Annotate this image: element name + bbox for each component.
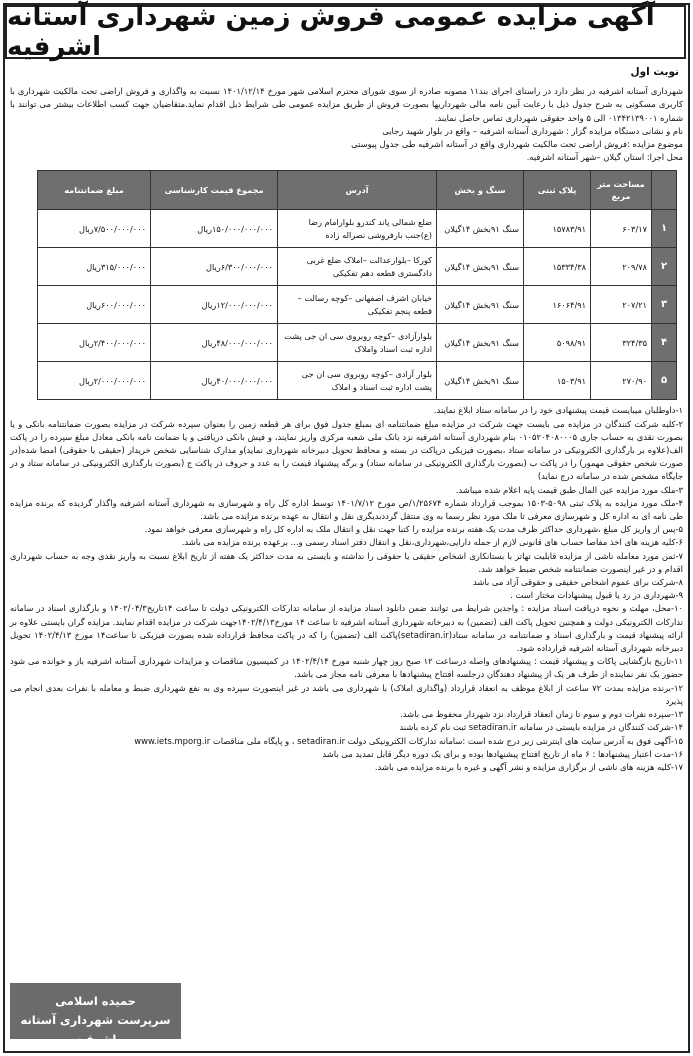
- cell-guarantee: ۲/۴۰۰/۰۰۰/۰۰۰ریال: [38, 324, 151, 362]
- table-row: [38, 362, 677, 400]
- header-index: [652, 171, 677, 210]
- table-body: [38, 210, 677, 400]
- cell-plate: ۱۵۰۳/۹۱: [524, 362, 591, 400]
- rule-item: ۲-کلیه شرکت کنندگان در مزایده می بایست جهت شرکت در مزایده مبلغ ضمانتنامه ای بمبلغ جدول فوق برای هر قطعه زمین را بعنوان سپرده شرکت در مزایده بصورت ضمانتنامه بانکی و یا بصورت نقدی به حساب جاری ۰۱۰۵۲۰۴۰۸۰۰۰۵ بنام شهرداری آستانه اشرفیه نزد بانک ملی شعبه مرکزی واریز نمایند، و فیش بانکی دریافتی و یا ضمانت نامه بانکی معادل مبلغ سپرده را در پاکت الف(علاوه بر بارگذاری الکترونیکی در سامانه ستاد ،بصورت فیزیکی درپاکت در بسته و محافظ تحویل دبیرخانه شهرداری نماید)و مدارک شناسایی شخص خریدار (حقیقی یا حقوقی) امضا شده(در صورت شخص حقوقی مهمور) را در پاکت ب (بصورت بارگذاری الکترونیکی در سامانه ستاد) و برگه پیشنهاد قیمت را به عدد و حروف در پاکت ج (بصورت بارگذاری الکترونیکی در سامانه ستاد و در جایگاه مشخص شده در سامانه درج نماید): [10, 418, 683, 482]
- rule-item: ۴-ملک مورد مزایده به پلاک ثبتی ۵۰۹۸-۱۵۰۳ بموجب قرارداد شماره ۱/۲۵۶۷۴/ص مورخ ۱۴۰۱/۷/۱۲ توسط اداره کل راه و شهرسازی به شهرداری آستانه اشرفیه واگذار گردیده که برنده مزایده طی نامه ای به اداره کل و شهرسازی معرفی تا ملک مورد نظر رسما به وی منتقل گرددبدیگری نقل و انتقال به عهده برنده مزایده می باشد.: [10, 497, 683, 522]
- header-plate: پلاک ثبتی: [524, 171, 591, 210]
- cell-area: ۲۰۹/۷۸: [591, 248, 652, 286]
- rule-item: ۱۰-محل، مهلت و نحوه دریافت اسناد مزایده : واجدین شرایط می توانند ضمن دانلود اسناد مزایده از سامانه تدارکات الکترونیکی دولت تا ساعت ۱۴تاریخ۱۴۰۲/۰۴/۳ و بارگذاری اسناد در سامانه تدارکات الکترونیکی دولت و همچنین تحویل پاکت الف (تضمین) به دبیرخانه شهرداری آستانه اشرفیه تا ساعت ۱۴ مورخ۱۴۰۲/۴/۱۳جهت شرکت در مزایده اقدام نمایند. مزایده گران بایستی علاوه بر ارائه پیشنهاد قیمت و بارگذاری اسناد و ضمانتنامه در سامانه ستاد(setadiran.ir)پاکت الف (تضمین) را که در پاکت محافظ قرارداده شده بصورت فیزیکی تا ساعت۱۴ مورخ ۱۴۰۲/۴/۱۳ تحویل دبیرخانه شهرداری آستانه اشرفیه قرارداده شود.: [10, 603, 683, 654]
- cell-index: ۱: [652, 210, 677, 248]
- header-guarantee: مبلغ ضمانتنامه: [38, 171, 151, 210]
- rule-item: ۱۶-مدت اعتبار پیشنهادها : ۶ ماه از تاریخ افتتاح پیشنهادها بوده و برای یک دوره دیگر قابل تمدید می باشد: [322, 748, 683, 759]
- rule-item: ۱۷-کلیه هزینه های ناشی از برگزاری مزایده و نشر آگهی و غیره با برنده مزایده می باشد.: [374, 761, 683, 772]
- rule-item: ۵-پس از واریز کل مبلغ ،شهرداری حداکثر ظرف مدت یک هفته برنده مزایده را کتبا جهت نقل و انتقال ملک به اداره کل راه و شهرسازی معرفی خواهد نمود.: [144, 524, 683, 535]
- subject-line: موضوع مزایده :فروش اراضی تحت مالکیت شهرداری واقع در آستانه اشرفیه طی جدول پیوستی: [351, 139, 683, 150]
- table-row: [38, 248, 677, 286]
- announcement-body: [10, 62, 683, 774]
- cell-index: ۵: [652, 362, 677, 400]
- signature-box: [10, 983, 181, 1046]
- cell-index: ۳: [652, 286, 677, 324]
- cell-plate: ۱۵۳۳۴/۳۸: [524, 248, 591, 286]
- header-expert-price: مجموع قیمت کارشناسی: [151, 171, 278, 210]
- rule-item: ۹-شهرداری در رد یا قبول پیشنهادات مختار است .: [510, 590, 683, 601]
- signature-role: سرپرست شهرداری آستانه اشرفیه: [20, 1013, 171, 1046]
- intro-paragraph: شهرداری آستانه اشرفیه در نظر دارد در راستای اجرای بند۱۱ مصوبه صادره از سوی شورای محترم اسلامی شهر مورخ ۱۴۰۱/۱۲/۱۴ نسبت به واگذاری و فروش اراضی تحت مالکیت شهرداری با کاربری مسکونی به شرح جدول ذیل با رعایت آیین نامه مالی شهرداریها بصورت فروش از طریق مزایده عمومی طی شرایط ذیل اقدام نماید.متقاضیان جهت کسب اطلاعات بیشتر می توانند با شماره ۰۱۳۴۲۱۳۹۰۰۱ الی ۵ واحد حقوقی شهرداری تماس حاصل نمایند.: [10, 86, 683, 123]
- cell-expert: ۴۰/۰۰۰/۰۰۰/۰۰۰ریال: [151, 362, 278, 400]
- cell-plate: ۵۰۹۸/۹۱: [524, 324, 591, 362]
- cell-section: سنگ ۹۱بخش ۱۴گیلان: [437, 248, 524, 286]
- cell-index: ۴: [652, 324, 677, 362]
- rule-item: ۱۳-سپرده نفرات دوم و سوم تا زمان انعقاد قرارداد نزد شهردار محفوظ می باشد.: [400, 709, 683, 720]
- cell-section: سنگ ۹۱بخش ۱۴گیلان: [437, 362, 524, 400]
- signature-name: حمیده اسلامی: [55, 994, 136, 1008]
- table-row: [38, 286, 677, 324]
- location-line: محل اجرا: استان گیلان –شهر آستانه اشرفیه.: [526, 152, 683, 163]
- auctioneer-line: نام و نشانی دستگاه مزایده گزار : شهرداری آستانه اشرفیه – واقع در بلوار شهید رجایی: [382, 125, 683, 136]
- header-area: مساحت متر مربع: [591, 171, 652, 210]
- rule-item: ۱۵-آگهی فوق به آدرس سایت های اینترنتی زیر درج شده است :سامانه تدارکات الکترونیکی دولت setadiran.ir ، و پایگاه ملی مناقصات www.iets.mporg.ir: [134, 735, 683, 746]
- cell-plate: ۱۵۷۸۳/۹۱: [524, 210, 591, 248]
- cell-guarantee: ۳۱۵/۰۰۰/۰۰۰ریال: [38, 248, 151, 286]
- cell-address: خیابان اشرف اصفهانی –کوچه رسالت –قطعه پنجم تفکیکی: [278, 286, 437, 324]
- table-header-row: [38, 171, 677, 210]
- rule-item: ۱۴-شرکت کنندگان در مزایده بایستی در سامانه setadiran.ir ثبت نام کرده باشند: [399, 722, 683, 733]
- cell-index: ۲: [652, 248, 677, 286]
- rule-item: ۳-ملک مورد مزایده عین المال طبق قیمت پایه اعلام شده میباشد.: [455, 484, 683, 495]
- header-section: سنگ و بخش: [437, 171, 524, 210]
- round-label: نوبت اول: [630, 66, 679, 78]
- rule-item: ۷-ثمن مورد معامله ناشی از مزایده قابلیت تهاتر با بستانکاری اشخاص حقیقی یا حقوقی را نداشته و بایستی به مدت حداکثر یک هفته از تاریخ ابلاغ نسبت به واریز نقدی وجه به حساب شهرداری اقدام و در غیر اینصورت ضمانتنامه شخص ضبط خواهد شد.: [10, 550, 683, 574]
- cell-area: ۶۰۳/۱۷: [591, 210, 652, 248]
- rule-item: ۱-داوطلبان میبایست قیمت پیشنهادی خود را در سامانه ستاد ابلاغ نمایند.: [433, 405, 683, 416]
- page-title: آگهی مزایده عمومی فروش زمین شهرداری آستانه اشرفیه: [7, 2, 655, 62]
- cell-area: ۳۲۴/۳۵: [591, 324, 652, 362]
- cell-address: کورکا –بلوارعدالت –املاک ضلع غربی دادگستری قطعه دهم تفکیکی: [278, 248, 437, 286]
- cell-guarantee: ۷/۵۰۰/۰۰۰/۰۰۰ریال: [38, 210, 151, 248]
- cell-section: سنگ ۹۱بخش ۱۴گیلان: [437, 286, 524, 324]
- cell-expert: ۴۸/۰۰۰/۰۰۰/۰۰۰ریال: [151, 324, 278, 362]
- cell-expert: ۱۵۰/۰۰۰/۰۰۰/۰۰۰ریال: [151, 210, 278, 248]
- cell-address: بلوار آزادی –کوچه روبروی سی ان جی پشت اداره ثبت اسناد و املاک: [278, 362, 437, 400]
- cell-guarantee: ۶۰۰/۰۰۰/۰۰۰ریال: [38, 286, 151, 324]
- table-row: [38, 324, 677, 362]
- rule-item: ۱۲-برنده مزایده بمدت ۷۲ ساعت از ابلاغ موظف به انعقاد قرارداد (واگذاری املاک) با شهرداری می باشد در غیر اینصورت سپرده وی به نفع شهرداری ضبط و معامله با نفرات بعدی انجام می پذیرد: [10, 682, 684, 706]
- cell-expert: ۱۲/۰۰۰/۰۰۰/۰۰۰ریال: [151, 286, 278, 324]
- cell-address: ضلع شمالی پاند کندرو بلوارامام رضا (ع)جنب بارفروشی نصراله زاده: [278, 210, 437, 248]
- cell-section: سنگ ۹۱بخش ۱۴گیلان: [437, 210, 524, 248]
- cell-plate: ۱۶۰۶۴/۹۱: [524, 286, 591, 324]
- title-box: [5, 2, 686, 62]
- cell-address: بلوارآزادی –کوچه روبروی سی ان جی پشت اداره ثبت اسناد واملاک: [278, 324, 437, 362]
- cell-area: ۲۷۰/۹۰: [591, 362, 652, 400]
- rule-item: ۶-کلیه هزینه های اخذ مفاصا حساب های قانونی لازم از جمله دارایی،شهرداری،نقل و انتقال دفتر اسناد رسمی و... برعهده برنده مزایده می باشد.: [181, 537, 683, 548]
- table-row: [38, 210, 677, 248]
- cell-guarantee: ۲/۰۰۰/۰۰۰/۰۰۰ریال: [38, 362, 151, 400]
- cell-area: ۲۰۷/۲۱: [591, 286, 652, 324]
- rule-item: ۸-شرکت برای عموم اشخاص حقیقی و حقوقی آزاد می باشد: [472, 577, 683, 588]
- rules-list: [10, 404, 683, 774]
- header-address: آدرس: [278, 171, 437, 210]
- cell-section: سنگ ۹۱بخش ۱۴گیلان: [437, 324, 524, 362]
- land-table: [37, 170, 677, 400]
- rule-item: ۱۱-تاریخ بازگشایی پاکات و پیشنهاد قیمت : پیشنهادهای واصله درساعت ۱۲ صبح روز چهار شنبه مورخ ۱۴۰۲/۴/۱۴ در کمیسیون مناقصات و مزایدات شهرداری آستانه اشرفیه باز و خوانده می شود حضور یک نفر نماینده از طرف هر یک از پیشنهاد دهندگان درجلسه افتتاح پیشنهادها با معرفی نامه مجاز می باشد.: [10, 656, 683, 680]
- cell-expert: ۶/۳۰۰/۰۰۰/۰۰۰ریال: [151, 248, 278, 286]
